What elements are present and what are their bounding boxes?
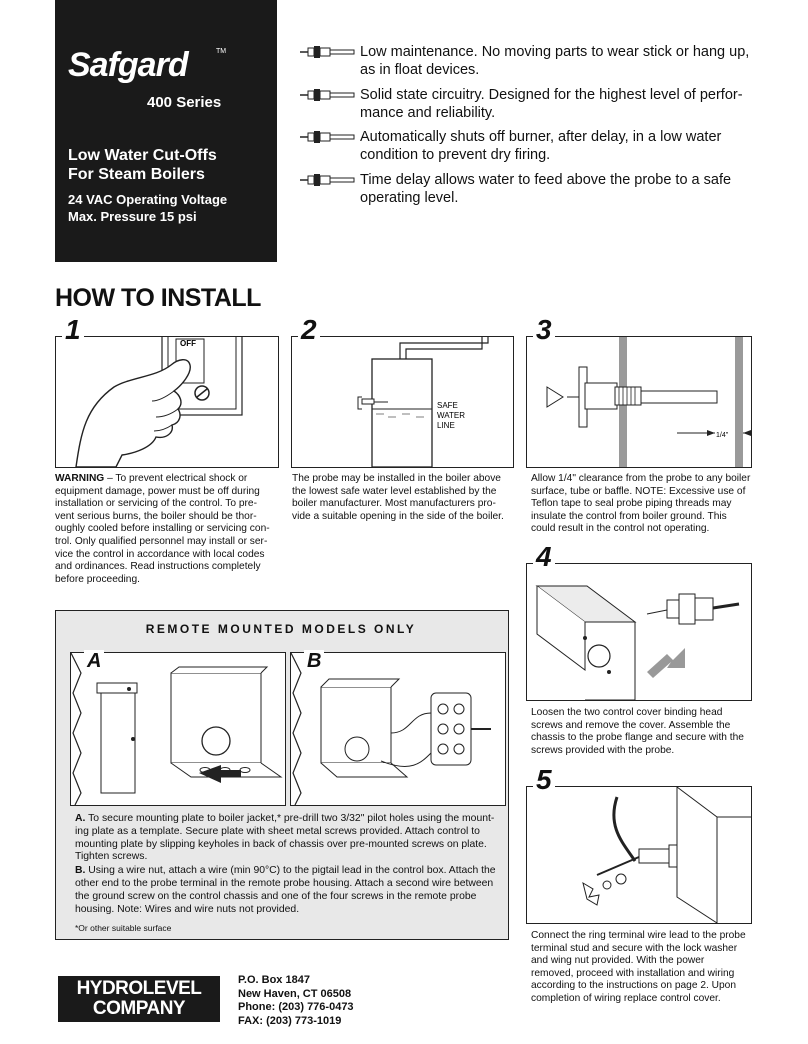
- probe-bullet-icon: [300, 89, 356, 101]
- remote-panel-a: [70, 652, 286, 806]
- remote-instructions: A. To secure mounting plate to boiler jacket,* pre-drill two 3/32" pilot holes using the mount- ing plate as a template. Secure plate with sheet metal screws provided. Attach control to mounting plate by slipping keyholes in back of chassis over pre-mounted screws on plate. Tighten screws. B. Using a wire nut, attach a wire (min 90°C) to the pigtail lead in the control box. Attach the other end to the probe terminal in the remote probe housing. Attach a second wire between the ground screw on the control chassis and one of the four screws in the remote probe housing. Note: Wires and wire nuts not provided.: [75, 813, 496, 915]
- step2-panel: [291, 336, 514, 468]
- step4-number: 4: [533, 541, 555, 573]
- trademark: TM: [216, 48, 227, 55]
- panel-a-label: A: [84, 650, 104, 673]
- remote-wiring-illustration: [291, 653, 505, 805]
- probe-bullet-icon: [300, 131, 356, 143]
- step3-panel: [526, 336, 752, 468]
- probe-bullet-icon: [300, 46, 356, 58]
- feature-item: Automatically shuts off burner, after delay, in a low water condition to prevent dry firing.: [300, 128, 760, 164]
- how-to-install-heading: HOW TO INSTALL: [55, 284, 261, 312]
- product-line2: For Steam Boilers: [68, 166, 205, 183]
- chassis-assembly-illustration: [527, 564, 751, 700]
- step1-panel: [55, 336, 279, 468]
- company-logo: HYDROLEVEL COMPANY: [58, 976, 220, 1022]
- step1-caption: WARNING – To prevent electrical shock or equipment damage, power must be off during installation or servicing of the control. To pre- vent serious burns, the boiler should be thor- oughly cooled before installing or servicing con- trol. Only qualified personnel may install or ser- vice the control in accordance with local codes and ordinances. Read instructions completely before proceeding.: [55, 473, 270, 585]
- panel-b-label: B: [304, 650, 324, 673]
- step3-number: 3: [533, 314, 555, 346]
- remote-section-title: REMOTE MOUNTED MODELS ONLY: [145, 622, 417, 636]
- series-label: 400 Series: [147, 94, 222, 111]
- mounting-plate-illustration: [71, 653, 285, 805]
- warning-label: WARNING: [55, 473, 105, 484]
- step1-number: 1: [62, 314, 84, 346]
- feature-item: Solid state circuitry. Designed for the highest level of perfor- mance and reliability.: [300, 86, 760, 122]
- step5-caption: Connect the ring terminal wire lead to the probe terminal stud and secure with the lock washer and wing nut provided. With the power removed, proceed with installation and wiring according to the instructions on page 2. Upon completion of wiring replace control cover.: [531, 930, 746, 1004]
- product-line1: Low Water Cut-Offs: [68, 147, 217, 164]
- feature-item: Low maintenance. No moving parts to wear stick or hang up, as in float devices.: [300, 43, 760, 79]
- off-label: OFF: [180, 339, 196, 348]
- footnote: *Or other suitable surface: [75, 923, 172, 933]
- step5-panel: [526, 786, 752, 924]
- safe-label: SAFE: [437, 401, 458, 410]
- product-title: [68, 146, 268, 184]
- probe-clearance-illustration: [527, 337, 751, 467]
- voltage-spec: 24 VAC Operating Voltage: [68, 192, 228, 207]
- feature-item: Time delay allows water to feed above the probe to a safe operating level.: [300, 171, 760, 207]
- step3-caption: Allow 1/4" clearance from the probe to any boiler surface, tube or baffle. NOTE: Excessive use of Teflon tape to seal probe piping threads may insulate the control from boiler ground. This could result in the control not operating.: [531, 473, 751, 535]
- clearance-dimension: 1/4": [716, 432, 729, 439]
- remote-panel-b: [290, 652, 506, 806]
- hand-switch-illustration: [56, 337, 278, 467]
- step2-caption: The probe may be installed in the boiler above the lowest safe water level established by the boiler manufacturer. Most manufacturers pro- vide a suitable opening in the side of the boiler.: [292, 473, 504, 522]
- boiler-water-line-illustration: [292, 337, 513, 467]
- step2-number: 2: [298, 314, 320, 346]
- water-label: WATER: [437, 411, 465, 420]
- step4-panel: [526, 563, 752, 701]
- step4-caption: Loosen the two control cover binding head screws and remove the cover. Assemble the chassis to the probe flange and secure with the screws provided with the probe.: [531, 707, 744, 756]
- spec-block: [68, 191, 268, 225]
- ring-terminal-illustration: [527, 787, 751, 923]
- probe-bullet-icon: [300, 174, 356, 186]
- pressure-spec: Max. Pressure 15 psi: [68, 209, 197, 224]
- brand-logo: Safgard: [68, 46, 188, 84]
- step5-number: 5: [533, 764, 555, 796]
- company-address: P.O. Box 1847 New Haven, CT 06508 Phone: (203) 776-0473 FAX: (203) 773-1019: [238, 974, 354, 1027]
- line-label: LINE: [437, 421, 455, 430]
